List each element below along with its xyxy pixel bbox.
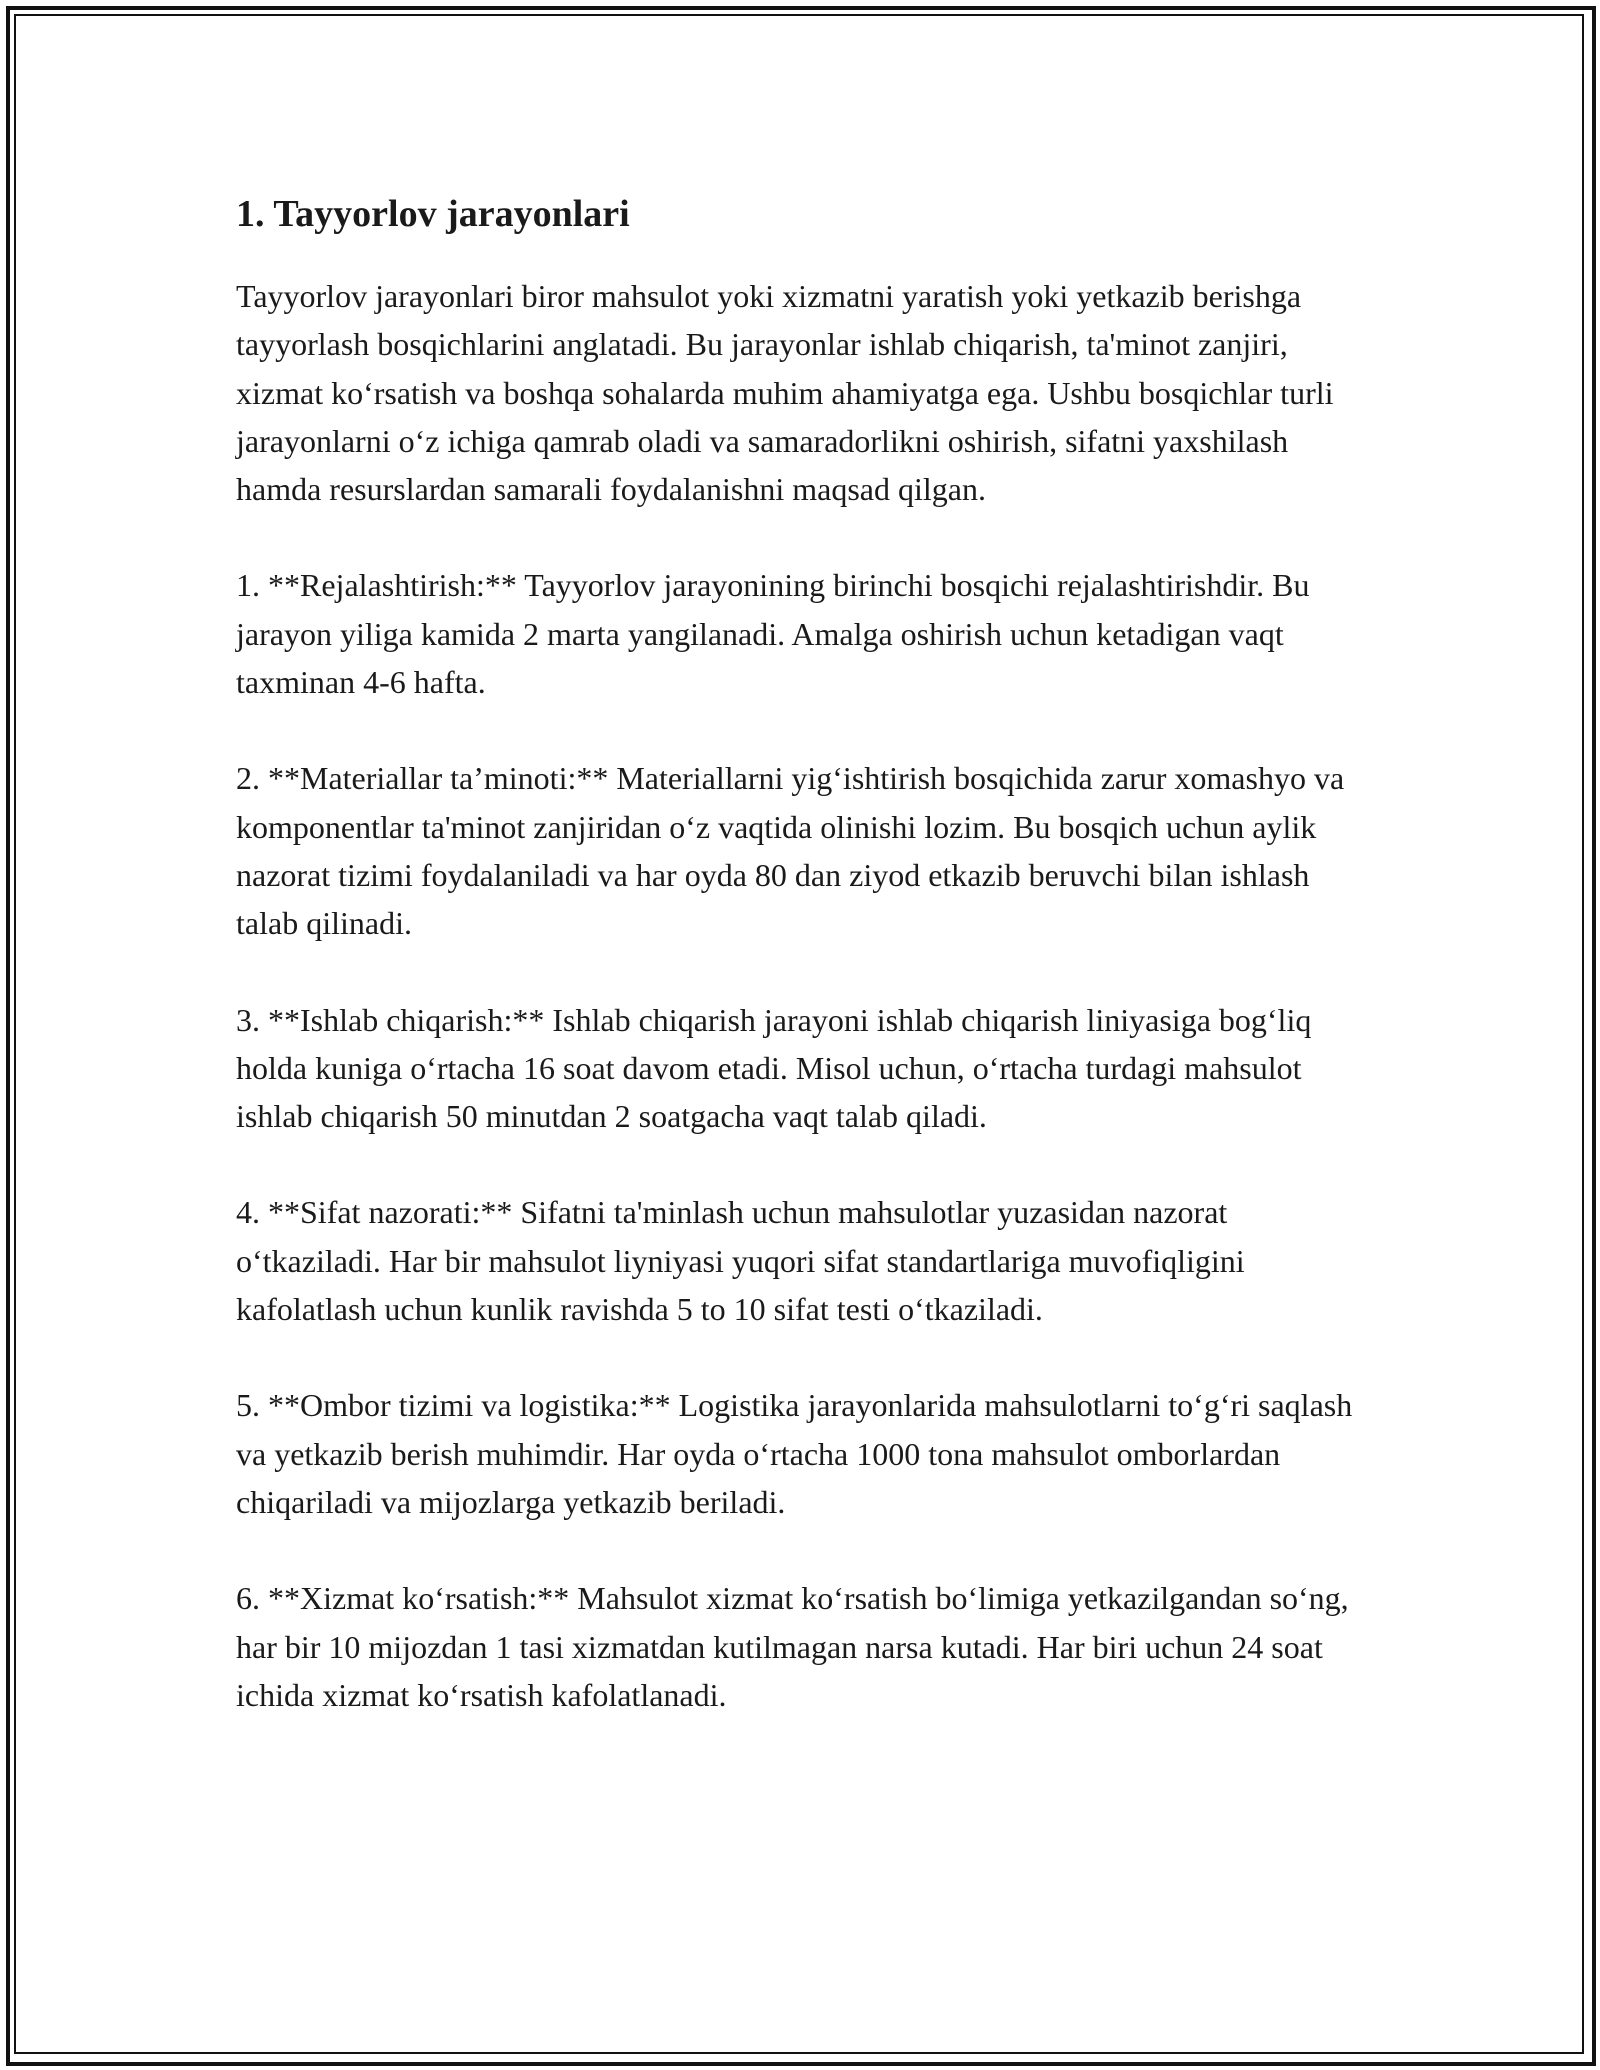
- list-item: 2. **Materiallar ta’minoti:** Materiallarni yigʻishtirish bosqichida zarur xomashyo va komponentlar ta'minot zanjiridan oʻz vaqtida olinishi lozim. Bu bosqich uchun aylik nazorat tizimi foydalaniladi va har oyda 80 dan ziyod etkazib beruvchi bilan ishlash talab qilinadi.: [236, 760, 1345, 942]
- section-title: 1. Tayyorlov jarayonlari: [236, 193, 630, 235]
- list-item: 6. **Xizmat koʻrsatish:** Mahsulot xizmat koʻrsatish boʻlimiga yetkazilgandan soʻng, har bir 10 mijozdan 1 tasi xizmatdan kutilmagan narsa kutadi. Har biri uchun 24 soat ichida xizmat koʻrsatish kafolatlanadi.: [236, 1580, 1349, 1713]
- list-item: 5. **Ombor tizimi va logistika:** Logistika jarayonlarida mahsulotlarni toʻgʻri saqlash va yetkazib berish muhimdir. Har oyda oʻrtacha 1000 tona mahsulot omborlardan chiqariladi va mijozlarga yetkazib beriladi.: [236, 1387, 1353, 1520]
- list-item: 1. **Rejalashtirish:** Tayyorlov jarayonining birinchi bosqichi rejalashtirishdir. Bu jarayon yiliga kamida 2 marta yangilanadi. Amalga oshirish uchun ketadigan vaqt taxminan 4-6 hafta.: [236, 567, 1310, 701]
- list-item: 3. **Ishlab chiqarish:** Ishlab chiqarish jarayoni ishlab chiqarish liniyasiga bogʻliq holda kuniga oʻrtacha 16 soat davom etadi. Misol uchun, oʻrtacha turdagi mahsulot ishlab chiqarish 50 minutdan 2 soatgacha vaqt talab qiladi.: [236, 1001, 1312, 1135]
- list-item: 4. **Sifat nazorati:** Sifatni ta'minlash uchun mahsulotlar yuzasidan nazorat oʻtkaziladi. Har bir mahsulot liyniyasi yuqori sifat standartlariga muvofiqligini kafolatlash uchun kunlik ravishda 5 to 10 sifat testi oʻtkaziladi.: [236, 1194, 1245, 1328]
- intro-paragraph: Tayyorlov jarayonlari biror mahsulot yoki xizmatni yaratish yoki yetkazib berishga tayyorlash bosqichlarini anglatadi. Bu jarayonlar ishlab chiqarish, ta'minot zanjiri, xizmat koʻrsatish va boshqa sohalarda muhim ahamiyatga ega. Ushbu bosqichlar turli jarayonlarni oʻz ichiga qamrab oladi va samaradorlikni oshirish, sifatni yaxshilash hamda resurslardan samarali foydalanishni maqsad qilgan.: [236, 278, 1334, 508]
- document-body: [236, 188, 1376, 1767]
